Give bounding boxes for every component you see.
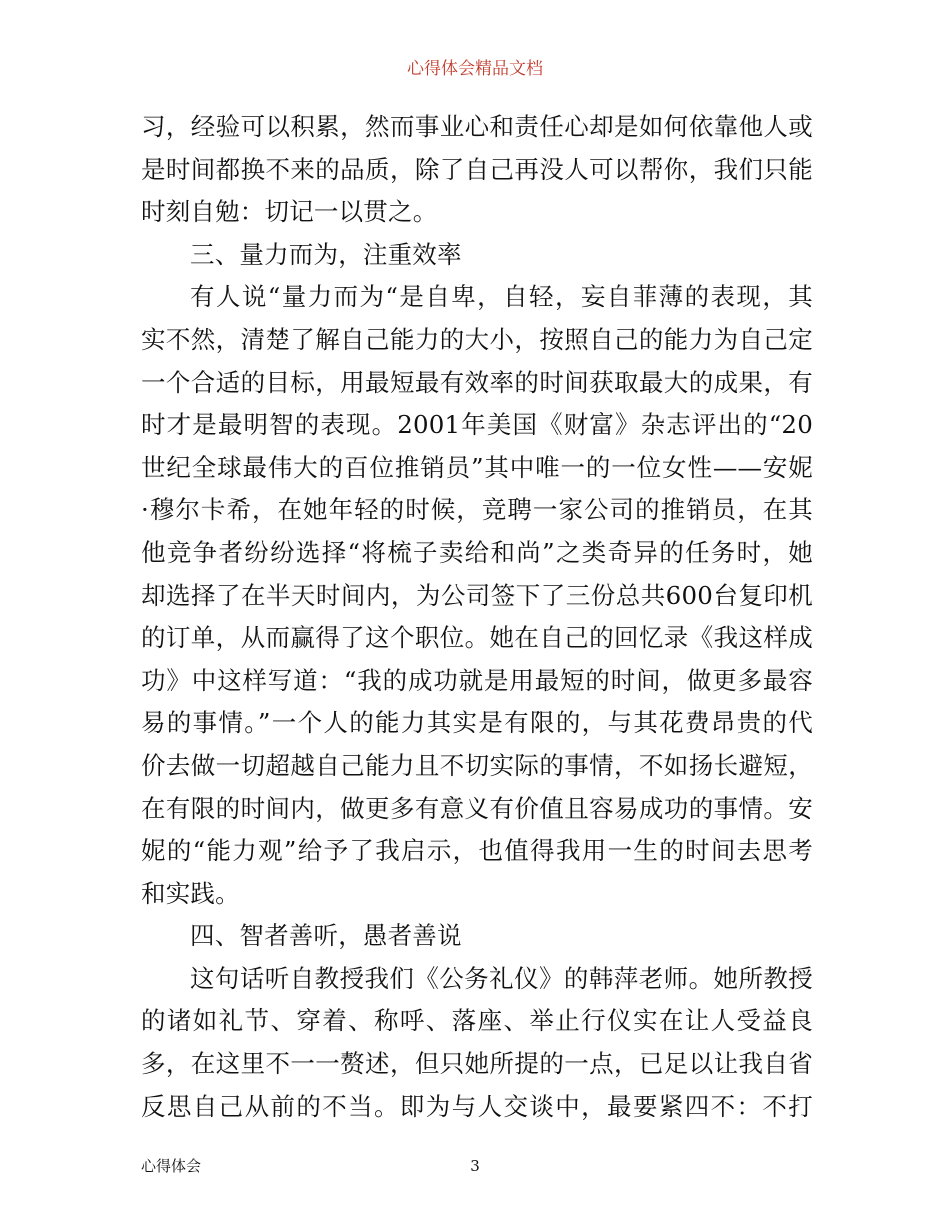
body-line: 反思自己从前的不当。即为与人交谈中，最要紧四不：不打 [141, 1091, 813, 1121]
body-line: 妮的“能力观”给予了我启示，也值得我用一生的时间去思考 [141, 836, 813, 866]
body-line: ·穆尔卡希，在她年轻的时候，竞聘一家公司的推销员，在其 [141, 495, 813, 525]
section-heading: 三、量力而为，注重效率 [190, 239, 462, 269]
body-line: 习，经验可以积累，然而事业心和责任心却是如何依靠他人或 [141, 112, 813, 141]
body-line: 却选择了在半天时间内，为公司签下了三份总共600台复印机 [141, 580, 813, 610]
page-number: 3 [470, 1157, 480, 1175]
body-line: 价去做一切超越自己能力且不切实际的事情，不如扬长避短， [141, 750, 813, 780]
footer-label: 心得体会 [141, 1157, 202, 1175]
body-line: 世纪全球最伟大的百位推销员”其中唯一的一位女性——安妮 [141, 452, 813, 482]
body-line: 时才是最明智的表现。2001年美国《财富》杂志评出的“20 [141, 410, 813, 440]
body-line: 易的事情。”一个人的能力其实是有限的，与其花费昂贵的代 [141, 708, 813, 738]
body-line: 和实践。 [141, 878, 240, 908]
page-header-title: 心得体会精品文档 [407, 59, 543, 79]
body-line: 功》中这样写道：“我的成功就是用最短的时间，做更多最容 [141, 665, 813, 695]
section-heading: 四、智者善听，愚者善说 [190, 921, 462, 951]
body-line: 的诸如礼节、穿着、称呼、落座、举止行仪实在让人受益良 [141, 1006, 813, 1036]
body-line: 在有限的时间内，做更多有意义有价值且容易成功的事情。安 [141, 793, 813, 823]
body-line: 一个合适的目标，用最短最有效率的时间获取最大的成果，有 [141, 367, 813, 397]
body-line: 是时间都换不来的品质，除了自己再没人可以帮你，我们只能 [141, 154, 813, 184]
document-body [141, 106, 813, 1128]
body-line: 的订单，从而赢得了这个职位。她在自己的回忆录《我这样成 [141, 623, 813, 653]
body-line: 这句话听自教授我们《公务礼仪》的韩萍老师。她所教授 [190, 963, 813, 993]
body-line: 有人说“量力而为“是自卑，自轻，妄自菲薄的表现，其 [190, 282, 813, 312]
body-line: 多，在这里不一一赘述，但只她所提的一点，已足以让我自省 [141, 1049, 813, 1079]
body-line: 实不然，清楚了解自己能力的大小，按照自己的能力为自己定 [141, 324, 813, 354]
body-line: 时刻自勉：切记一以贯之。 [141, 197, 438, 227]
body-line: 他竞争者纷纷选择“将梳子卖给和尚”之类奇异的任务时，她 [141, 537, 813, 567]
